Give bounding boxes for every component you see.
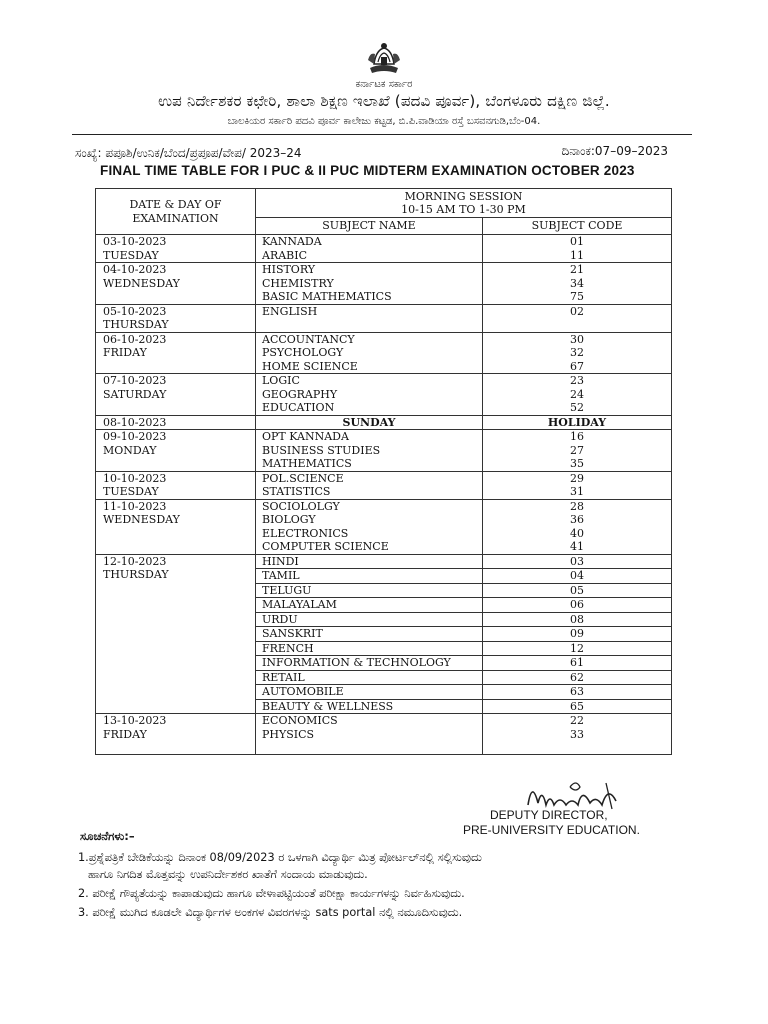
header-divider (72, 134, 692, 135)
table-row (96, 415, 672, 430)
exam-date-cell (96, 304, 256, 332)
exam-date-cell (96, 554, 256, 714)
exam-day: WEDNESDAY (103, 513, 180, 526)
subject-list (256, 374, 483, 416)
exam-date: 13-10-2023 (103, 714, 167, 727)
subject-code: 65 (483, 699, 672, 714)
subject-code: 24 (570, 387, 584, 401)
exam-day: MONDAY (103, 443, 157, 457)
instruction-1a: 1.ಪ್ರಶ್ನೆಪತ್ರಿಕೆ ಬೇಡಿಕೆಯನ್ನು ದಿನಾಂಕ 08/09/2023 ರ ಒಳಗಾಗಿ ವಿದ್ಯಾರ್ಥಿ ಮಿತ್ರ ಪೋರ್ಟಲ್‌ನಲ್ಲಿ ಸಲ್ಲಿಸುವುದು (78, 851, 482, 864)
subject-list (256, 263, 483, 305)
subject-name: BEAUTY & WELLNESS (256, 699, 483, 714)
subject-code: 34 (570, 276, 584, 290)
table-row (96, 332, 672, 374)
exam-day: FRIDAY (103, 727, 147, 741)
exam-day: TUESDAY (103, 248, 159, 262)
subject-list (256, 471, 483, 499)
table-row (96, 471, 672, 499)
table-row (96, 430, 672, 472)
subject-name: URDU (256, 612, 483, 627)
reference-number: ಸಂಖ್ಯೆ: ಪಪೂಶಿ/ಉನಿಕ/ಬೆಂದ/ಪ್ರಪೂಪ/ವೇಪ/ 2023–24 (75, 146, 302, 160)
subject-name: SOCIOLOLGY (262, 499, 340, 513)
code-list (483, 415, 672, 430)
subject-name: GEOGRAPHY (262, 387, 338, 401)
exam-date-cell (96, 430, 256, 472)
subject-code: HOLIDAY (547, 415, 607, 429)
exam-date-cell (96, 235, 256, 263)
subject-name: SANSKRIT (256, 627, 483, 642)
exam-date: 08-10-2023 (103, 415, 167, 429)
subject-name: KANNADA (262, 235, 322, 248)
subject-name: PSYCHOLOGY (262, 346, 344, 359)
instruction-1b: ಹಾಗೂ ನಿಗದಿತ ಮೊತ್ತವನ್ನು ಉಪನಿರ್ದೇಶಕರ ಖಾತೆಗೆ ಸಂದಾಯ ಮಾಡುವುದು. (88, 868, 368, 881)
subject-name: HINDI (256, 554, 483, 569)
subject-code: 30 (570, 332, 584, 346)
subject-code: 40 (570, 526, 584, 540)
table-row (96, 499, 672, 554)
subject-code: 23 (570, 374, 584, 387)
subject-name: COMPUTER SCIENCE (262, 540, 389, 553)
exam-timetable (95, 188, 672, 755)
subject-name: ELECTRONICS (262, 526, 349, 540)
table-row (96, 714, 672, 755)
subject-name: PHYSICS (262, 727, 315, 741)
subject-code: 67 (570, 359, 584, 373)
subject-code: 35 (570, 457, 584, 470)
subject-name: HISTORY (262, 263, 316, 276)
code-list (483, 430, 672, 472)
subject-name: ENGLISH (262, 304, 318, 318)
subject-list (256, 430, 483, 472)
instruction-2: 2. ಪರೀಕ್ಷೆ ಗೌಪ್ಯತೆಯನ್ನು ಕಾಪಾಡುವುದು ಹಾಗೂ ವೇಳಾಪಟ್ಟಿಯಂತೆ ಪರೀಕ್ಷಾ ಕಾರ್ಯಗಳನ್ನು ನಿರ್ವಹಿಸುವುದು. (78, 887, 465, 900)
instruction-3: 3. ಪರೀಕ್ಷೆ ಮುಗಿದ ಕೂಡಲೇ ವಿದ್ಯಾರ್ಥಿಗಳ ಅಂಕಗಳ ವಿವರಗಳನ್ನು sats portal ನಲ್ಲಿ ನಮೂದಿಸುವುದು. (78, 906, 463, 919)
subject-code: 33 (570, 727, 584, 741)
exam-date: 03-10-2023 (103, 235, 167, 248)
table-row (96, 235, 672, 263)
subject-code: 22 (570, 714, 584, 727)
subject-code: 27 (570, 443, 584, 457)
code-list (483, 374, 672, 416)
exam-date-cell (96, 415, 256, 430)
subject-name: HOME SCIENCE (262, 359, 358, 373)
office-address: ಬಾಲಕಿಯರ ಸರ್ಕಾರಿ ಪದವಿ ಪೂರ್ವ ಕಾಲೇಜು ಕಟ್ಟಡ, ಬಿ.ಪಿ.ವಾಡಿಯಾ ರಸ್ತೆ ಬಸವನಗುಡಿ,ಬೆಂ-04. (227, 116, 541, 127)
subject-code: 09 (483, 627, 672, 642)
subject-code: 04 (483, 569, 672, 584)
subject-code: 05 (483, 583, 672, 598)
subject-name: CHEMISTRY (262, 276, 334, 290)
exam-date-cell (96, 471, 256, 499)
subject-name: TAMIL (256, 569, 483, 584)
table-row (96, 554, 672, 569)
subject-list (256, 499, 483, 554)
exam-date: 11-10-2023 (103, 499, 167, 513)
exam-date: 04-10-2023 (103, 263, 167, 276)
code-list (483, 304, 672, 332)
subject-name: LOGIC (262, 374, 300, 387)
exam-day: WEDNESDAY (103, 276, 180, 290)
karnataka-emblem-icon (362, 40, 406, 76)
subject-name: TELUGU (256, 583, 483, 598)
exam-date-cell (96, 714, 256, 755)
subject-code: 62 (483, 670, 672, 685)
subject-code: 08 (483, 612, 672, 627)
subject-name: MATHEMATICS (262, 457, 352, 470)
instructions-title: ಸೂಚನೆಗಳು:– (80, 829, 135, 843)
table-row (96, 304, 672, 332)
subject-name: SUNDAY (342, 415, 396, 429)
session-name: MORNING SESSION (404, 189, 523, 203)
exam-day: FRIDAY (103, 346, 147, 359)
subject-code: 11 (570, 248, 584, 262)
subject-code: 01 (570, 235, 584, 248)
subject-name: EDUCATION (262, 401, 335, 414)
document-title: FINAL TIME TABLE FOR I PUC & II PUC MIDTERM EXAMINATION OCTOBER 2023 (100, 163, 635, 178)
subject-code: 28 (570, 499, 584, 513)
subject-name: RETAIL (256, 670, 483, 685)
exam-date-cell (96, 263, 256, 305)
subject-code: 12 (483, 641, 672, 656)
subject-name: AUTOMOBILE (256, 685, 483, 700)
code-list (483, 499, 672, 554)
subject-code: 02 (570, 304, 584, 318)
code-list (483, 332, 672, 374)
subject-code: 16 (570, 430, 584, 443)
exam-date: 05-10-2023 (103, 304, 167, 318)
subject-code: 31 (570, 485, 584, 498)
subject-code: 32 (570, 346, 584, 359)
subject-name: ACCOUNTANCY (262, 332, 355, 346)
exam-date: 09-10-2023 (103, 430, 167, 443)
table-row (96, 263, 672, 305)
office-name: ಉಪ ನಿರ್ದೇಶಕರ ಕಛೇರಿ, ಶಾಲಾ ಶಿಕ್ಷಣ ಇಲಾಖೆ (ಪದವಿ ಪೂರ್ವ), ಬೆಂಗಳೂರು ದಕ್ಷಿಣ ಜಿಲ್ಲೆ. (158, 92, 610, 110)
code-list (483, 714, 672, 755)
subject-list (256, 235, 483, 263)
subject-name: BUSINESS STUDIES (262, 443, 381, 457)
date-header-line2: EXAMINATION (132, 211, 219, 225)
subject-name: ECONOMICS (262, 714, 338, 727)
subject-code: 06 (483, 598, 672, 613)
exam-date: 06-10-2023 (103, 332, 167, 346)
subject-name: OPT KANNADA (262, 430, 349, 443)
code-list (483, 263, 672, 305)
date-day-column-header (96, 189, 256, 235)
date-header-line1: DATE & DAY OF (129, 198, 222, 211)
exam-date-cell (96, 332, 256, 374)
subject-name: BIOLOGY (262, 513, 316, 526)
subject-name: MALAYALAM (256, 598, 483, 613)
subject-name-header: SUBJECT NAME (256, 218, 483, 235)
signatory-department: PRE-UNIVERSITY EDUCATION. (463, 823, 640, 837)
exam-date-cell (96, 499, 256, 554)
subject-code: 41 (570, 540, 584, 553)
subject-code: 36 (570, 513, 584, 526)
exam-date: 12-10-2023 (103, 554, 167, 568)
exam-date-cell (96, 374, 256, 416)
subject-list (256, 304, 483, 332)
subject-code: 03 (483, 554, 672, 569)
subject-list (256, 714, 483, 755)
subject-code: 29 (570, 471, 584, 485)
exam-date: 10-10-2023 (103, 471, 167, 485)
subject-code: 61 (483, 656, 672, 671)
subject-name: BASIC MATHEMATICS (262, 290, 392, 303)
subject-name: POL.SCIENCE (262, 471, 344, 485)
issue-date: ದಿನಾಂಕ:07–09–2023 (561, 144, 668, 158)
code-list (483, 235, 672, 263)
subject-code: 63 (483, 685, 672, 700)
government-name: ಕರ್ನಾಟಕ ಸರ್ಕಾರ (355, 79, 413, 90)
table-row (96, 374, 672, 416)
exam-day: TUESDAY (103, 485, 159, 498)
subject-list (256, 415, 483, 430)
code-list (483, 471, 672, 499)
exam-date: 07-10-2023 (103, 374, 167, 387)
subject-name: STATISTICS (262, 485, 331, 498)
subject-code: 21 (570, 263, 584, 276)
subject-code: 75 (570, 290, 584, 303)
subject-code-header: SUBJECT CODE (483, 218, 672, 235)
subject-name: ARABIC (262, 248, 308, 262)
exam-day: THURSDAY (103, 318, 169, 331)
subject-name: FRENCH (256, 641, 483, 656)
subject-list (256, 332, 483, 374)
exam-day: THURSDAY (103, 568, 169, 581)
session-header (256, 189, 672, 218)
session-time: 10-15 AM TO 1-30 PM (401, 203, 526, 216)
exam-day: SATURDAY (103, 387, 167, 401)
subject-code: 52 (570, 401, 584, 414)
subject-name: INFORMATION & TECHNOLOGY (256, 656, 483, 671)
signatory-designation: DEPUTY DIRECTOR, (490, 808, 608, 822)
